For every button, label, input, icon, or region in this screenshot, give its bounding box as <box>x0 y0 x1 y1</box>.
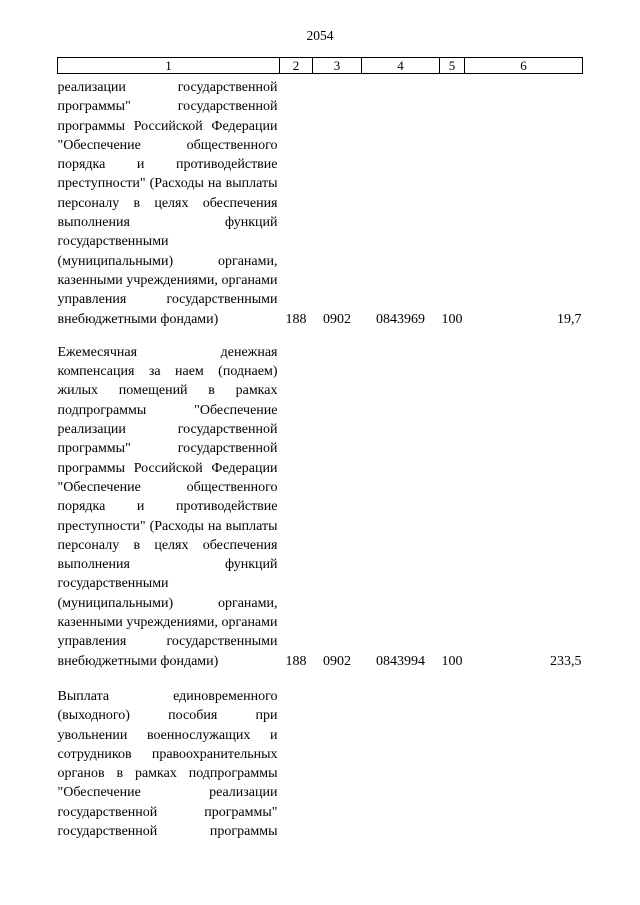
table-row <box>58 329 583 671</box>
header-cell-4: 4 <box>362 58 440 74</box>
table-row <box>58 74 583 329</box>
code-cell-grbs: 188 <box>285 311 307 327</box>
code-cell-section <box>313 671 362 841</box>
amount-cell: 233,5 <box>550 653 582 669</box>
row-text: Выплата единовременного (выходного) пособия при увольнении военнослужащих и сотрудников правоохранительных органов в рамках подпрограммы "Обеспечение реализации государственной программы" государственной программы <box>57 688 278 839</box>
amount-cell <box>465 671 583 841</box>
header-cell-3: 3 <box>313 58 362 74</box>
code-cell-section: 0902 <box>323 653 351 669</box>
row-text: Ежемесячная денежная компенсация за наем (поднаем) жилых помещений в рамках подпрограммы "Обеспечение реализации государственной программы" государственной программы Российской Федерации "Обеспечение общественного порядка и противодействие преступности" (Расходы на выплаты персоналу в целях обеспечения выполнения функций государственными (муниципальными) органами, казенными учреждениями, органами управления государственными внебюджетными фондами) <box>57 344 278 669</box>
page-number: 2054 <box>306 28 334 43</box>
header-cell-1: 1 <box>58 58 280 74</box>
budget-table <box>57 57 583 841</box>
code-cell-target-item <box>362 671 440 841</box>
code-cell-target-item: 0843969 <box>376 311 425 327</box>
code-cell-expense-type <box>440 671 465 841</box>
code-cell-expense-type: 100 <box>441 653 463 669</box>
header-cell-5: 5 <box>440 58 465 74</box>
amount-cell: 19,7 <box>557 311 582 327</box>
code-cell-grbs: 188 <box>285 653 307 669</box>
code-cell-expense-type: 100 <box>441 311 463 327</box>
table-header <box>58 58 583 74</box>
code-cell-section: 0902 <box>323 311 351 327</box>
row-text: реализации государственной программы" государственной программы Российской Федерации "Обеспечение общественного порядка и противодействие преступности" (Расходы на выплаты персоналу в целях обеспечения выполнения функций государственными (муниципальными) органами, казенными учреждениями, органами управления государственными внебюджетными фондами) <box>57 80 278 327</box>
header-cell-6: 6 <box>465 58 583 74</box>
table-row <box>58 671 583 841</box>
table-body <box>58 74 583 842</box>
code-cell-target-item: 0843994 <box>376 653 425 669</box>
code-cell-grbs <box>280 671 313 841</box>
header-cell-2: 2 <box>280 58 313 74</box>
table-header-row <box>58 58 583 74</box>
